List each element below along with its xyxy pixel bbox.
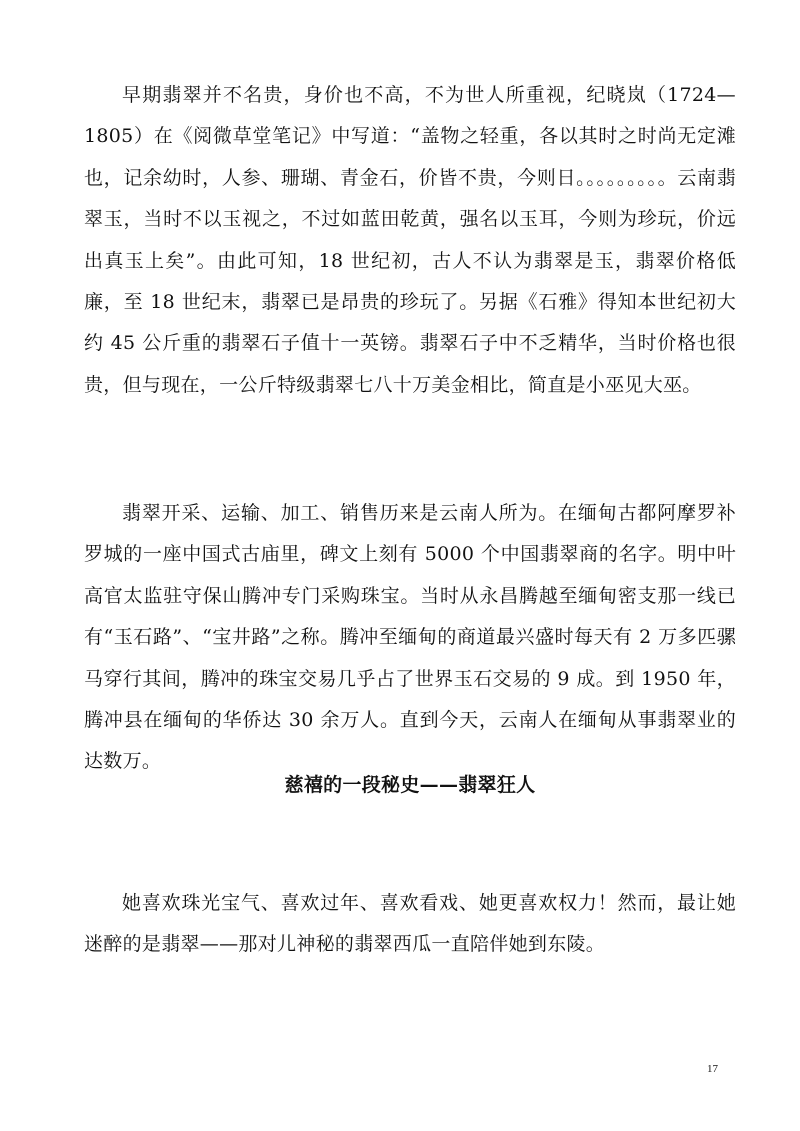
- page-number: 17: [707, 1063, 718, 1075]
- paragraph-jadeite-trade: 翡翠开采、运输、加工、销售历来是云南人所为。在缅甸古都阿摩罗补罗城的一座中国式古庙里，碑文上刻有 5000 个中国翡翠商的名字。明中叶高官太监驻守保山腾冲专门采购珠宝。当时从永昌腾越至缅甸密支那一线已有“玉石路”、“宝井路”之称。腾冲至缅甸的商道最兴盛时每天有 2 万多匹骡马穿行其间，腾冲的珠宝交易几乎占了世界玉石交易的 9 成。到 1950 年，腾冲县在缅甸的华侨达 30 余万人。直到今天，云南人在缅甸从事翡翠业的达数万。: [84, 502, 736, 773]
- section-heading: 慈禧的一段秘史——翡翠狂人: [284, 774, 536, 796]
- paragraph-cixi: 她喜欢珠光宝气、喜欢过年、喜欢看戏、她更喜欢权力！然而，最让她迷醉的是翡翠——那对儿神秘的翡翠西瓜一直陪伴她到东陵。: [84, 892, 736, 956]
- paragraph-jadeite-history: 早期翡翠并不名贵，身价也不高，不为世人所重视，纪晓岚（1724—1805）在《阅微草堂笔记》中写道：“盖物之轻重，各以其时之时尚无定滩也，记余幼时，人参、珊瑚、青金石，价皆不贵，今则日。。。。。。。。。云南翡翠玉，当时不以玉视之，不过如蓝田乾黄，强名以玉耳，今则为珍玩，价远出真玉上矣”。由此可知，18 世纪初，古人不认为翡翠是玉，翡翠价格低廉，至 18 世纪末，翡翠已是昂贵的珍玩了。另据《石雅》得知本世纪初大约 45 公斤重的翡翠石子值十一英镑。翡翠石子中不乏精华，当时价格也很贵，但与现在，一公斤特级翡翠七八十万美金相比，简直是小巫见大巫。: [84, 84, 736, 396]
